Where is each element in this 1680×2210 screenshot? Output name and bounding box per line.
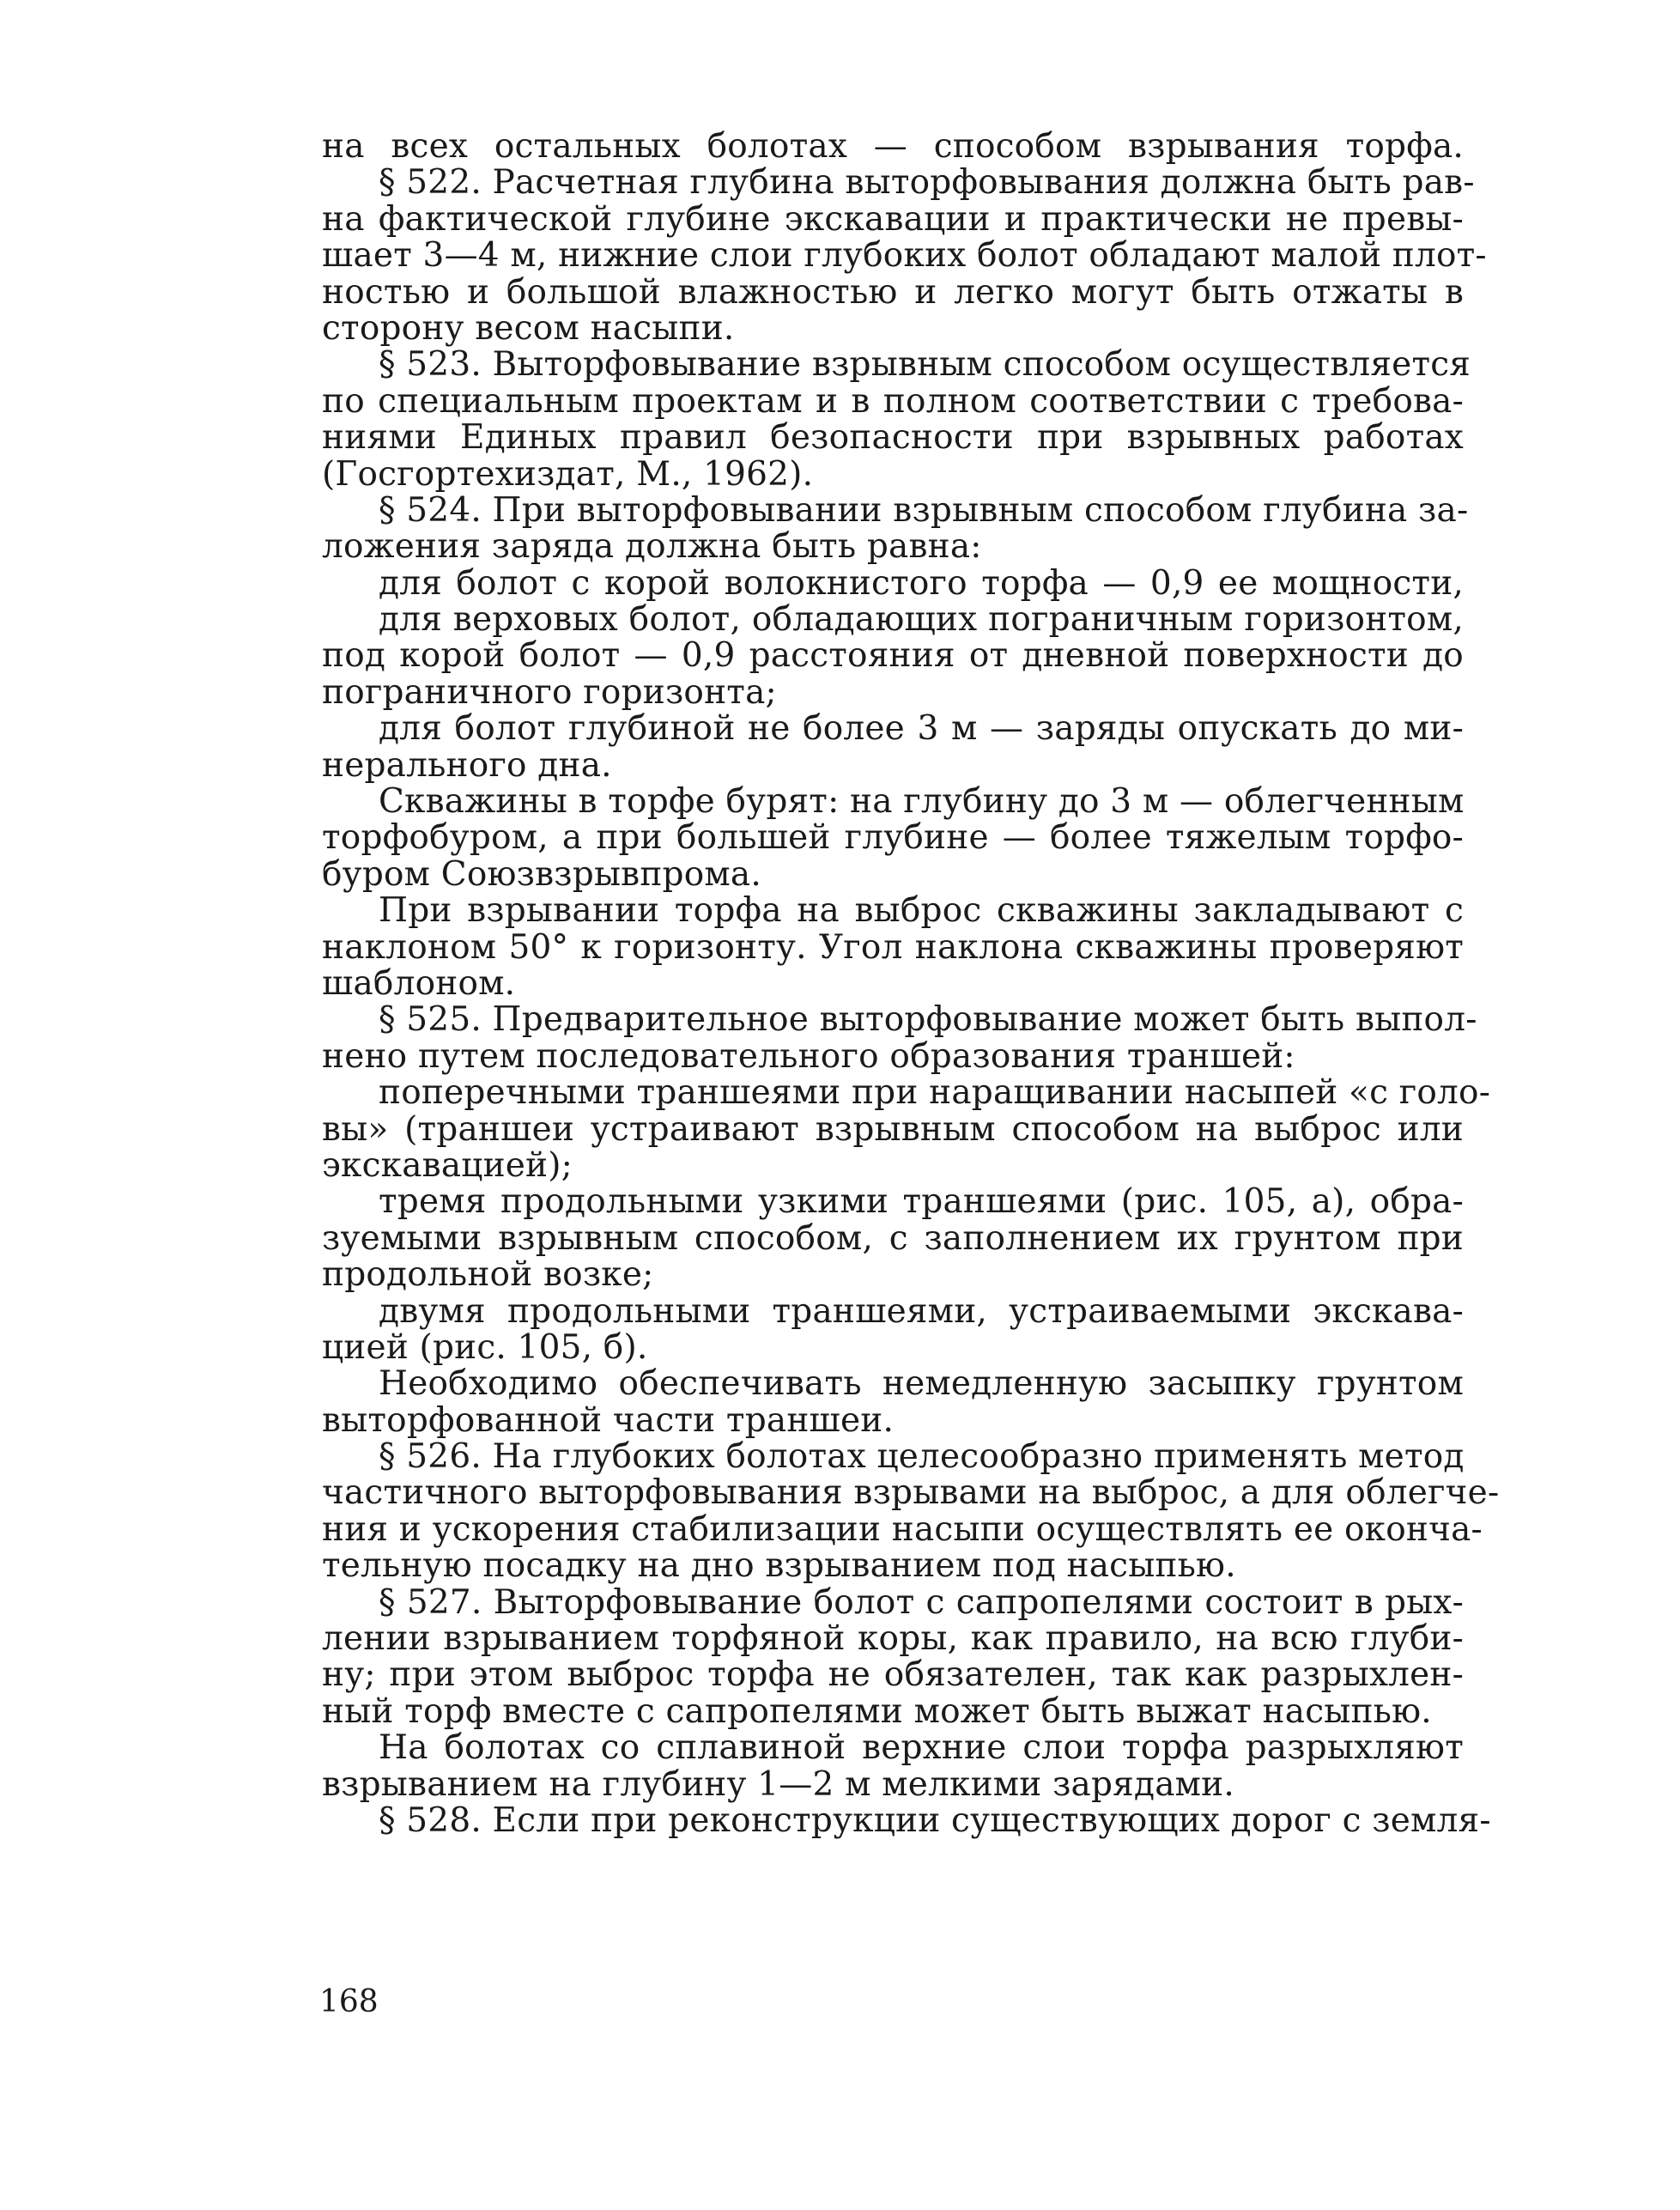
text-line: § 523. Выторфовывание взрывным способом осуществляется — [379, 345, 1471, 385]
text-line: § 524. При выторфовывании взрывным способом глубина за- — [379, 490, 1469, 530]
text-line: На болотах со сплавиной верхние слои торфа разрыхляют — [379, 1728, 1464, 1768]
text-line: буром Союзвзрывпрома. — [322, 854, 761, 894]
text-line: наклоном 50° к горизонту. Угол наклона скважины проверяют — [322, 927, 1464, 967]
text-line: частичного выторфовывания взрывами на выброс, а для облегче- — [322, 1473, 1500, 1513]
body-text — [322, 127, 1500, 1840]
text-line: для верховых болот, обладающих пограничным горизонтом, — [379, 600, 1464, 640]
text-line: При взрывании торфа на выброс скважины закладывают с — [379, 891, 1464, 931]
text-line: § 527. Выторфовывание болот с сапропелями состоит в рых- — [379, 1582, 1464, 1622]
text-line: Необходимо обеспечивать немедленную засыпку грунтом — [379, 1364, 1464, 1404]
text-line: торфобуром, а при большей глубине — более тяжелым торфо- — [322, 818, 1464, 858]
text-line: лении взрыванием торфяной коры, как правило, на всю глуби- — [322, 1619, 1464, 1659]
text-line: цией (рис. 105, б). — [322, 1327, 648, 1367]
text-line: ниями Единых правил безопасности при взрывных работах — [322, 418, 1464, 458]
text-line: шаблоном. — [322, 963, 516, 1003]
text-line: шает 3—4 м, нижние слои глубоких болот обладают малой плот- — [322, 236, 1487, 276]
text-line: сторону весом насыпи. — [322, 308, 735, 348]
text-line: двумя продольными траншеями, устраиваемыми экскава- — [379, 1291, 1464, 1331]
text-line: § 528. Если при реконструкции существующих дорог с земля- — [379, 1800, 1491, 1840]
text-line: выторфованной части траншеи. — [322, 1400, 895, 1440]
text-line: ный торф вместе с сапропелями может быть выжат насыпью. — [322, 1691, 1432, 1731]
text-line: пограничного горизонта; — [322, 672, 777, 712]
text-line: поперечными траншеями при наращивании насыпей «с голо- — [379, 1073, 1491, 1113]
text-line: вы» (траншеи устраивают взрывным способом на выброс или — [322, 1109, 1464, 1149]
page-number: 168 — [319, 1984, 379, 2019]
text-line: тельную посадку на дно взрыванием под насыпью. — [322, 1546, 1236, 1586]
text-line: § 526. На глубоких болотах целесообразно применять метод — [379, 1437, 1465, 1477]
text-line: на фактической глубине экскавации и практически не превы- — [322, 199, 1464, 239]
text-line: (Госгортехиздат, М., 1962). — [322, 454, 814, 494]
text-line: зуемыми взрывным способом, с заполнением их грунтом при — [322, 1218, 1464, 1258]
text-line: нерального дна. — [322, 745, 612, 785]
text-line: ложения заряда должна быть равна: — [322, 527, 982, 567]
text-line: Скважины в торфе бурят: на глубину до 3 м — облегченным — [379, 782, 1465, 822]
text-line: для болот глубиной не более 3 м — заряды опускать до ми- — [379, 709, 1464, 749]
text-line: нено путем последовательного образования траншей: — [322, 1036, 1295, 1076]
text-line: ну; при этом выброс торфа не обязателен, так как разрыхлен- — [322, 1655, 1464, 1695]
text-line: под корой болот — 0,9 расстояния от дневной поверхности до — [322, 636, 1464, 676]
text-line: продольной возке; — [322, 1255, 654, 1295]
text-line: на всех остальных болотах — способом взрывания торфа. — [322, 127, 1464, 166]
text-line: ностью и большой влажностью и легко могут быть отжаты в — [322, 272, 1464, 312]
text-line: для болот с корой волокнистого торфа — 0,9 ее мощности, — [379, 563, 1464, 603]
text-line: § 522. Расчетная глубина выторфовывания должна быть рав- — [379, 163, 1475, 203]
text-line: тремя продольными узкими траншеями (рис. 105, а), обра- — [379, 1182, 1464, 1222]
text-line: ния и ускорения стабилизации насыпи осуществлять ее оконча- — [322, 1509, 1483, 1549]
text-line: § 525. Предварительное выторфовывание может быть выпол- — [379, 1000, 1477, 1040]
text-line: по специальным проектам и в полном соответствии с требова- — [322, 381, 1464, 421]
text-line: экскавацией); — [322, 1145, 573, 1185]
text-line: взрыванием на глубину 1—2 м мелкими зарядами. — [322, 1764, 1234, 1804]
